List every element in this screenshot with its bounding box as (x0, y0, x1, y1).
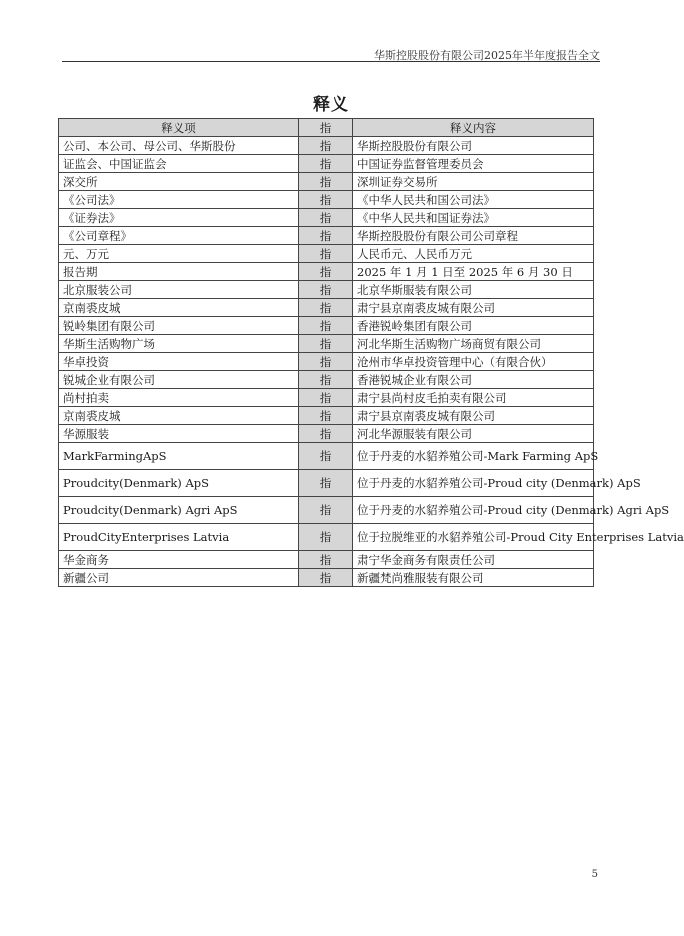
table-row (59, 335, 594, 353)
definitions-body (59, 137, 684, 587)
header-ref: 指 (299, 119, 353, 137)
meaning-cell: 位于拉脱维亚的水貂养殖公司-Proud City Enterprises Latvia (353, 524, 594, 551)
meaning-cell: 肃宁县京南裘皮城有限公司 (353, 299, 594, 317)
term-cell: 公司、本公司、母公司、华斯股份 (59, 137, 299, 155)
term-cell: ProudCityEnterprises Latvia (59, 524, 299, 551)
term-cell: 《公司法》 (59, 191, 299, 209)
ref-cell: 指 (299, 497, 353, 524)
term-cell: 华卓投资 (59, 353, 299, 371)
meaning-cell: 沧州市华卓投资管理中心（有限合伙） (353, 353, 594, 371)
meaning-cell: 香港锐城企业有限公司 (353, 371, 594, 389)
ref-cell: 指 (299, 425, 353, 443)
table-row (59, 371, 594, 389)
table-row (59, 407, 594, 425)
meaning-cell: 新疆梵尚雅服装有限公司 (353, 569, 594, 587)
meaning-cell: 《中华人民共和国公司法》 (353, 191, 594, 209)
term-cell: Proudcity(Denmark) Agri ApS (59, 497, 299, 524)
ref-cell: 指 (299, 263, 353, 281)
term-cell: 华斯生活购物广场 (59, 335, 299, 353)
term-cell: 证监会、中国证监会 (59, 155, 299, 173)
page-title: 释义 (313, 95, 349, 115)
ref-cell: 指 (299, 551, 353, 569)
term-cell: 华源服装 (59, 425, 299, 443)
term-cell: 华金商务 (59, 551, 299, 569)
meaning-cell: 北京华斯服装有限公司 (353, 281, 594, 299)
meaning-cell: 香港锐岭集团有限公司 (353, 317, 594, 335)
term-cell: 新疆公司 (59, 569, 299, 587)
table-row (59, 317, 594, 335)
ref-cell: 指 (299, 281, 353, 299)
ref-cell: 指 (299, 173, 353, 191)
table-row (59, 281, 594, 299)
table-row (59, 263, 594, 281)
ref-cell: 指 (299, 317, 353, 335)
term-cell: 元、万元 (59, 245, 299, 263)
table-row (59, 569, 594, 587)
ref-cell: 指 (299, 245, 353, 263)
table-row (59, 524, 594, 551)
table-header-row (59, 119, 594, 137)
table-row (59, 353, 594, 371)
table-row (59, 551, 594, 569)
table-row (59, 155, 594, 173)
ref-cell: 指 (299, 209, 353, 227)
term-cell: 《公司章程》 (59, 227, 299, 245)
meaning-cell: 华斯控股股份有限公司公司章程 (353, 227, 594, 245)
meaning-cell: 位于丹麦的水貂养殖公司-Mark Farming ApS (353, 443, 594, 470)
meaning-cell: 《中华人民共和国证券法》 (353, 209, 594, 227)
term-cell: 北京服装公司 (59, 281, 299, 299)
ref-cell: 指 (299, 155, 353, 173)
table-row (59, 425, 594, 443)
meaning-cell: 华斯控股股份有限公司 (353, 137, 594, 155)
term-cell: 锐城企业有限公司 (59, 371, 299, 389)
meaning-cell: 肃宁县尚村皮毛拍卖有限公司 (353, 389, 594, 407)
meaning-cell: 位于丹麦的水貂养殖公司-Proud city (Denmark) ApS (353, 470, 594, 497)
table-row (59, 191, 594, 209)
meaning-cell: 2025 年 1 月 1 日至 2025 年 6 月 30 日 (353, 263, 594, 281)
meaning-cell: 河北华源服装有限公司 (353, 425, 594, 443)
ref-cell: 指 (299, 191, 353, 209)
header-meaning: 释义内容 (353, 119, 594, 137)
ref-cell: 指 (299, 524, 353, 551)
ref-cell: 指 (299, 353, 353, 371)
header-divider (62, 61, 600, 62)
ref-cell: 指 (299, 137, 353, 155)
meaning-cell: 位于丹麦的水貂养殖公司-Proud city (Denmark) Agri ApS (353, 497, 594, 524)
table-row (59, 137, 594, 155)
table-row (59, 173, 594, 191)
page-number: 5 (591, 869, 598, 880)
ref-cell: 指 (299, 299, 353, 317)
report-header-title: 华斯控股股份有限公司2025年半年度报告全文 (374, 49, 600, 62)
ref-cell: 指 (299, 227, 353, 245)
header-term: 释义项 (59, 119, 299, 137)
ref-cell: 指 (299, 371, 353, 389)
term-cell: 《证券法》 (59, 209, 299, 227)
table-row (59, 443, 594, 470)
meaning-cell: 人民币元、人民币万元 (353, 245, 594, 263)
table-row (59, 389, 594, 407)
ref-cell: 指 (299, 443, 353, 470)
meaning-cell: 肃宁县京南裘皮城有限公司 (353, 407, 594, 425)
ref-cell: 指 (299, 407, 353, 425)
table-row (59, 209, 594, 227)
table-row (59, 245, 594, 263)
ref-cell: 指 (299, 470, 353, 497)
table-row (59, 497, 594, 524)
term-cell: 报告期 (59, 263, 299, 281)
term-cell: 锐岭集团有限公司 (59, 317, 299, 335)
meaning-cell: 中国证券监督管理委员会 (353, 155, 594, 173)
table-row (59, 227, 594, 245)
term-cell: MarkFarmingApS (59, 443, 299, 470)
term-cell: 京南裘皮城 (59, 299, 299, 317)
term-cell: 京南裘皮城 (59, 407, 299, 425)
meaning-cell: 肃宁华金商务有限责任公司 (353, 551, 594, 569)
table-row (59, 299, 594, 317)
ref-cell: 指 (299, 569, 353, 587)
term-cell: 尚村拍卖 (59, 389, 299, 407)
meaning-cell: 河北华斯生活购物广场商贸有限公司 (353, 335, 594, 353)
table-row (59, 470, 594, 497)
term-cell: 深交所 (59, 173, 299, 191)
term-cell: Proudcity(Denmark) ApS (59, 470, 299, 497)
ref-cell: 指 (299, 389, 353, 407)
definitions-table (58, 118, 684, 587)
meaning-cell: 深圳证券交易所 (353, 173, 594, 191)
ref-cell: 指 (299, 335, 353, 353)
